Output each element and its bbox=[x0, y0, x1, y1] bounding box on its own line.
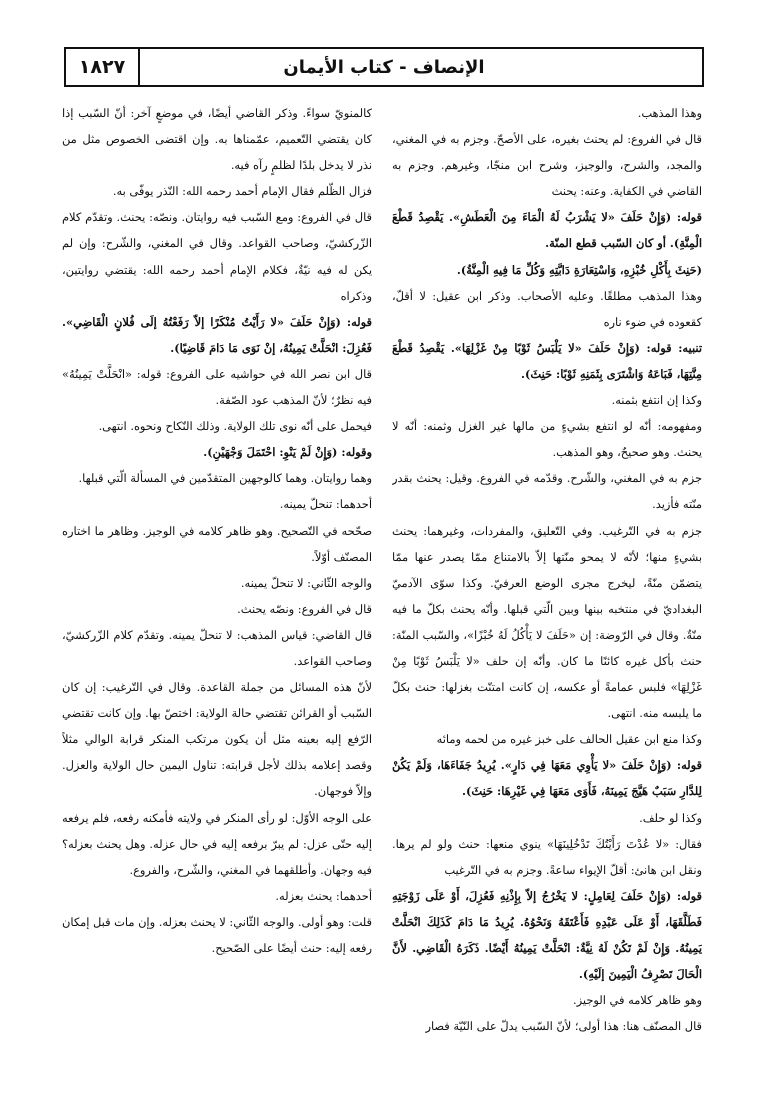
paragraph: لأنّ هذه المسائل من جملة القاعدة. وقال في التّرغيب: إن كان السّبب أو القرائن تقتضي حالة الولاية: اختصّ بها. وإن كانت تقتضي الرّفع إليه بعينه مثل أن يكون مرتكب المنكر قرابة الوالي مثلاً وقصد إعلامه بذلك لأجل قرابته: تناول اليمين حال الولاية والعزل. وإلاّ فوجهان. bbox=[62, 680, 372, 799]
quoted-paragraph: قوله: (وَإِنْ حَلَفَ لِعَامِلٍ: لا يَخْرُجُ إلاّ بِإِذْنِهِ فَعُزِلَ، أَوْ عَلَى زَوْجَتِهِ فَطَلَّقَهَا، أَوْ عَلَى عَبْدِهِ فَأَعْتَقَهُ وَنَحْوُهُ. يُرِيدُ مَا دَامَ كَذَلِكَ انْحَلَّتْ يَمِينُهُ. وَإِنْ لَمْ تَكُنْ لَهُ نِيَّةٌ: انْحَلَّتْ يَمِينُهُ أَيْضًا. ذَكَرَهُ الْقَاضِي. لأَنَّ الْحَالَ تَصْرِفُ الْيَمِينَ إلَيْهِ). bbox=[392, 888, 702, 982]
left-column bbox=[62, 100, 372, 1100]
paragraph: أحدهما: يحنث بعزله. bbox=[275, 888, 372, 903]
paragraph: ومفهومه: أنّه لو انتفع بشيءٍ من مالها غير الغزل وثمنه: أنّه لا يحنث. وهو صحيحٌ، وهو المذهب. bbox=[392, 419, 702, 460]
paragraph: قال القاضي: قياس المذهب: لا تنحلّ يمينه. وتقدّم كلام الزّركشيّ، وصاحب القواعد. bbox=[62, 627, 372, 668]
paragraph: وكذا لو حلف. bbox=[639, 810, 702, 825]
paragraph: وكذا إن انتفع بثمنه. bbox=[611, 393, 702, 408]
paragraph: فزال الظّلم فقال الإمام أحمد رحمه الله: النّذر يوفّى به. bbox=[112, 184, 372, 199]
paragraph: قال في الفروع: ونصّه يحنث. bbox=[237, 601, 372, 616]
paragraph: وهما روايتان. وهما كالوجهين المتقدّمين في المسألة الّتي قبلها. bbox=[78, 471, 372, 486]
paragraph: وهذا المذهب مطلقًا. وعليه الأصحاب. وذكر ابن عقيل: لا أقلّ، كقعوده في ضوء ناره bbox=[392, 288, 702, 329]
quoted-paragraph: وقوله: (وَإِنْ لَمْ يَنْوِ: احْتَمَلَ وَجْهَيْنِ). bbox=[203, 445, 372, 460]
paragraph: جزم به في التّرغيب. وفي التّعليق، والمفردات، وغيرهما: يحنث بشيءٍ منها؛ لأنّه لا يمحو منّتها إلاّ بالامتناع ممّا يصدر عنها ممّا يتضمّن منّةً، ليخرج مجرى الوضع العرفيّ. وكذا سوّى الآدميّ البغداديّ في منتخبه بينها وبين الّتي قبلها. وأنّه يحنث بكلّ ما فيه منّةٌ. وقال في الرّوضة: إن «حَلَفَ لا يَأْكُلُ لَهُ خُبْزًا»، والسّبب المنّة: حنث بأكل غيره كائنًا ما كان. وأنّه إن حلف «لا يَلْبَسُ ثَوْبًا مِنْ غَزْلِهَا» فلبس عمامةً أو عكسه، إن كانت امتنّت بغزلها: حنث بكلّ ما يلبسه منه. انتهى. bbox=[392, 523, 702, 721]
paragraph: والوجه الثّاني: لا تنحلّ يمينه. bbox=[240, 575, 372, 590]
paragraph: قال ابن نصر الله في حواشيه على الفروع: قوله: «انْحَلَّتْ يَمِينُهُ» فيه نظرٌ؛ لأنّ المذهب عود الصّفة. bbox=[62, 366, 372, 408]
paragraph: وكذا منع ابن عقيل الحالف على خبز غيره من لحمه ومائه bbox=[436, 732, 702, 747]
paragraph: قال في الفروع: ومع السّبب فيه روايتان. ونصّه: يحنث. وتقدّم كلام الزّركشيّ، وصاحب القواعد. وقال في المغني، والشّرح: وإن لم يكن له فيه نيّةٌ، فكلام الإمام أحمد رحمه الله: يقتضي روايتين، وذكراه bbox=[62, 210, 372, 303]
paragraph: جزم به في المغني، والشّرح. وقدّمه في الفروع. وقيل: يحنث بقدر منّته فأزيد. bbox=[392, 471, 702, 512]
paragraph: على الوجه الأوّل: لو رأى المنكر في ولايته فأمكنه رفعه، فلم يرفعه إليه حتّى عزل: لم يبرّ برفعه إليه في حال عزله. وهل يحنث بعزله؟ فيه وجهان. وأطلقهما في المغني، والشّرح، والفروع. bbox=[62, 810, 372, 877]
quoted-paragraph: قوله: (وَإِنْ حَلَفَ «لا يَشْرَبُ لَهُ الْمَاءَ مِنَ الْعَطَشِ». يَقْصِدُ قَطْعَ الْمِنَّةِ). أو كان السّبب قطع المنّة. bbox=[392, 210, 702, 251]
paragraph: قال في الفروع: لم يحنث بغيره، على الأصحّ. وجزم به في المغني، والمجد، والشرح، والوجيز، وشرح ابن منجّا، وغيرهم. وجزم به القاضي في الكفاية. وعنه: يحنث bbox=[392, 132, 702, 199]
paragraph: أحدهما: تنحلّ يمينه. bbox=[279, 497, 372, 512]
page-number: ١٨٢٧ bbox=[66, 49, 140, 85]
paragraph: صحّحه في التّصحيح. وهو ظاهر كلامه في الوجيز. وظاهر ما اختاره المصنّف أوّلاً. bbox=[62, 523, 372, 564]
quoted-paragraph: قوله: (وَإِنْ حَلَفَ «لا يَأْوِي مَعَهَا فِي دَارٍ». يُرِيدُ جَفَاءَهَا، وَلَمْ يَكُنْ لِلدَّارِ سَبَبٌ هَيَّجَ يَمِينَهُ، فَأَوَى مَعَهَا فِي غَيْرِهَا: حَنِثَ). bbox=[392, 758, 702, 799]
paragraph: قال المصنّف هنا: هذا أولى؛ لأنّ السّبب يدلّ على النّيّة فصار bbox=[425, 1019, 702, 1034]
paragraph: وهو ظاهر كلامه في الوجيز. bbox=[573, 993, 702, 1008]
paragraph: وهذا المذهب. bbox=[637, 106, 702, 120]
paragraph: قلت: وهو أولى. والوجه الثّاني: لا يحنث بعزله. وإن مات قبل إمكان رفعه إليه: حنث أيضًا على الصّحيح. bbox=[62, 914, 372, 955]
right-column bbox=[392, 100, 702, 1100]
quoted-paragraph: قوله: (وَإِنْ حَلَفَ «لا رَأَيْتُ مُنْكَرًا إلاّ رَفَعْتُهُ إلَى فُلانٍ الْقَاضِي». فَعُزِلَ: انْحَلَّتْ يَمِينُهُ، إنْ نَوَى مَا دَامَ قَاضِيًا). bbox=[62, 314, 372, 355]
paragraph: فقال: «لا عُدْتَ رَأَيْتُكَ تَدْخُلِينَهَا» ينوي منعها: حنث ولو لم يرها. ونقل ابن هانئ: أقلّ الإيواء ساعةً. وجزم به في التّرغيب bbox=[392, 836, 702, 877]
paragraph: فيحمل على أنّه نوى تلك الولاية. وذلك النّكاح ونحوه. انتهى. bbox=[98, 419, 372, 434]
page-header bbox=[64, 47, 704, 87]
quoted-paragraph: (حَنِثَ بِأَكْلِ خُبْزِهِ، وَاسْتِعَارَةِ دَابَّتِهِ وَكُلِّ مَا فِيهِ الْمِنَّةُ). bbox=[456, 262, 702, 277]
paragraph: كالمنويّ سواءً. وذكر القاضي أيضًا، في موضعٍ آخر: أنّ السّبب إذا كان يقتضي التّعميم، عمّمناها به. وإن اقتضى الخصوص مثل من نذر لا يدخل بلدًا لظلمٍ رآه فيه. bbox=[62, 106, 372, 173]
running-title: الإنصاف - كتاب الأيمان bbox=[283, 56, 485, 78]
quoted-paragraph: تنبيه: قوله: (وَإِنْ حَلَفَ «لا يَلْبَسُ ثَوْبًا مِنْ غَزْلِهَا». يَقْصِدُ قَطْعَ مِنَّتِهَا، فَبَاعَهُ وَاشْتَرَى بِثَمَنِهِ ثَوْبًا: حَنِثَ). bbox=[392, 340, 702, 381]
